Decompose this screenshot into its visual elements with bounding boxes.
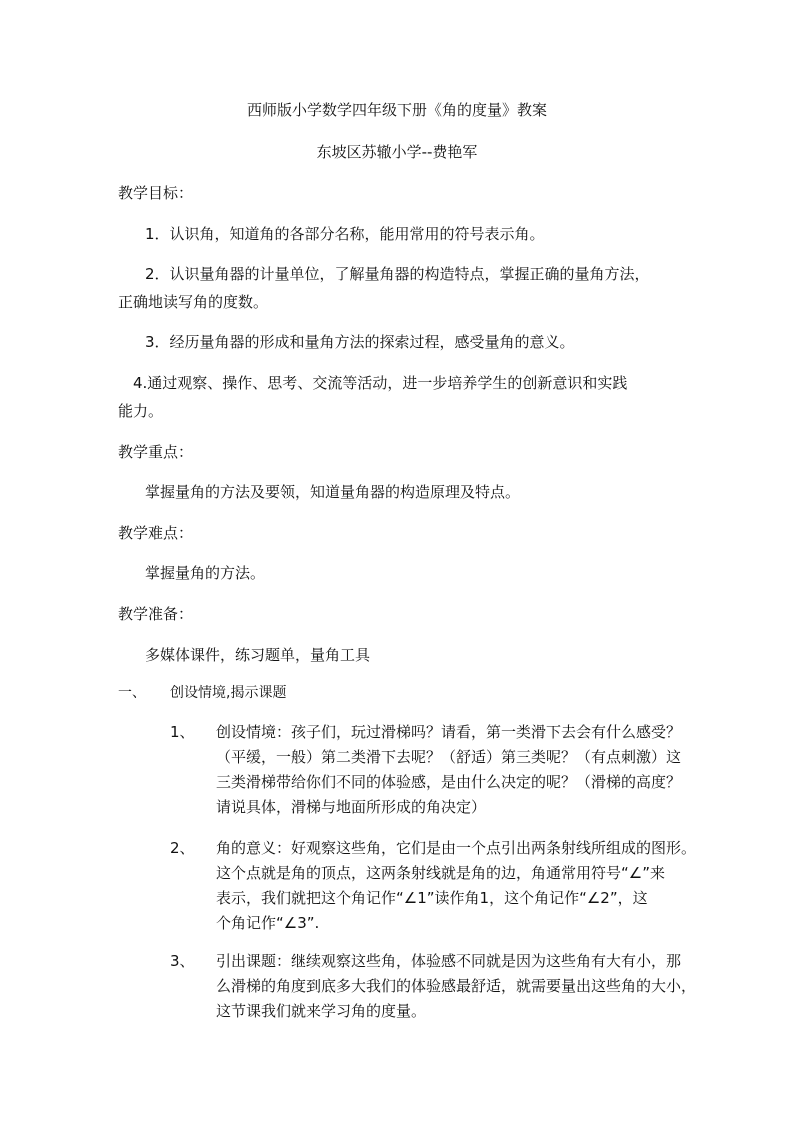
step-2-line-4: 个角记作“∠3”. bbox=[216, 914, 320, 932]
difficulty-heading: 教学难点： bbox=[118, 524, 194, 542]
step-1-line-2: （平缓，一般）第二类滑下去呢？（舒适）第三类呢？（有点刺激）这 bbox=[216, 748, 682, 766]
key-points-text: 掌握量角的方法及要领，知道量角器的构造原理及特点。 bbox=[145, 483, 521, 501]
step-1-line-1: 创设情境：孩子们，玩过滑梯吗？请看，第一类滑下去会有什么感受？ bbox=[216, 723, 682, 741]
step-3-line-1: 引出课题：继续观察这些角，体验感不同就是因为这些角有大有小，那 bbox=[216, 952, 682, 970]
goal-4-line-2: 能力。 bbox=[118, 402, 164, 420]
key-points-heading: 教学重点： bbox=[118, 443, 194, 461]
step-1-line-4: 请说具体，滑梯与地面所形成的角决定） bbox=[216, 798, 487, 816]
goal-4-line-1: 4.通过观察、操作、思考、交流等活动，进一步培养学生的创新意识和实践 bbox=[133, 374, 628, 392]
step-2-line-2: 这个点就是角的顶点，这两条射线就是角的边，角通常用符号“∠”来 bbox=[216, 864, 665, 882]
goal-2-line-2: 正确地读写角的度数。 bbox=[118, 293, 269, 311]
difficulty-text: 掌握量角的方法。 bbox=[145, 564, 266, 582]
step-1-line-3: 三类滑梯带给你们不同的体验感，是由什么决定的呢？（滑梯的高度？ bbox=[216, 773, 682, 791]
section-1-title: 创设情境,揭示课题 bbox=[170, 685, 287, 701]
goals-heading: 教学目标： bbox=[118, 184, 194, 202]
preparation-text: 多媒体课件，练习题单，量角工具 bbox=[145, 646, 371, 664]
goal-2-line-1: 2．认识量角器的计量单位，了解量角器的构造特点，掌握正确的量角方法， bbox=[145, 265, 650, 283]
step-3-line-2: 么滑梯的角度到底多大我们的体验感最舒适，就需要量出这些角的大小， bbox=[216, 977, 697, 995]
goal-3: 3．经历量角器的形成和量角方法的探索过程，感受量角的意义。 bbox=[145, 333, 575, 351]
section-1-number: 一、 bbox=[118, 685, 146, 701]
step-1-number: 1、 bbox=[170, 723, 195, 741]
step-3-number: 3、 bbox=[170, 952, 195, 970]
step-3-line-3: 这节课我们就来学习角的度量。 bbox=[216, 1002, 427, 1020]
step-2-line-3: 表示，我们就把这个角记作“∠1”读作角1，这个角记作“∠2”，这 bbox=[216, 889, 648, 907]
preparation-heading: 教学准备： bbox=[118, 605, 194, 623]
step-2-number: 2、 bbox=[170, 839, 195, 857]
step-2-line-1: 角的意义：好观察这些角，它们是由一个点引出两条射线所组成的图形。 bbox=[216, 839, 697, 857]
goal-1: 1．认识角，知道角的各部分名称，能用常用的符号表示角。 bbox=[145, 225, 545, 243]
document-title: 西师版小学数学四年级下册《角的度量》教案 bbox=[246, 101, 547, 119]
document-author: 东坡区苏辙小学--费艳军 bbox=[316, 143, 478, 161]
